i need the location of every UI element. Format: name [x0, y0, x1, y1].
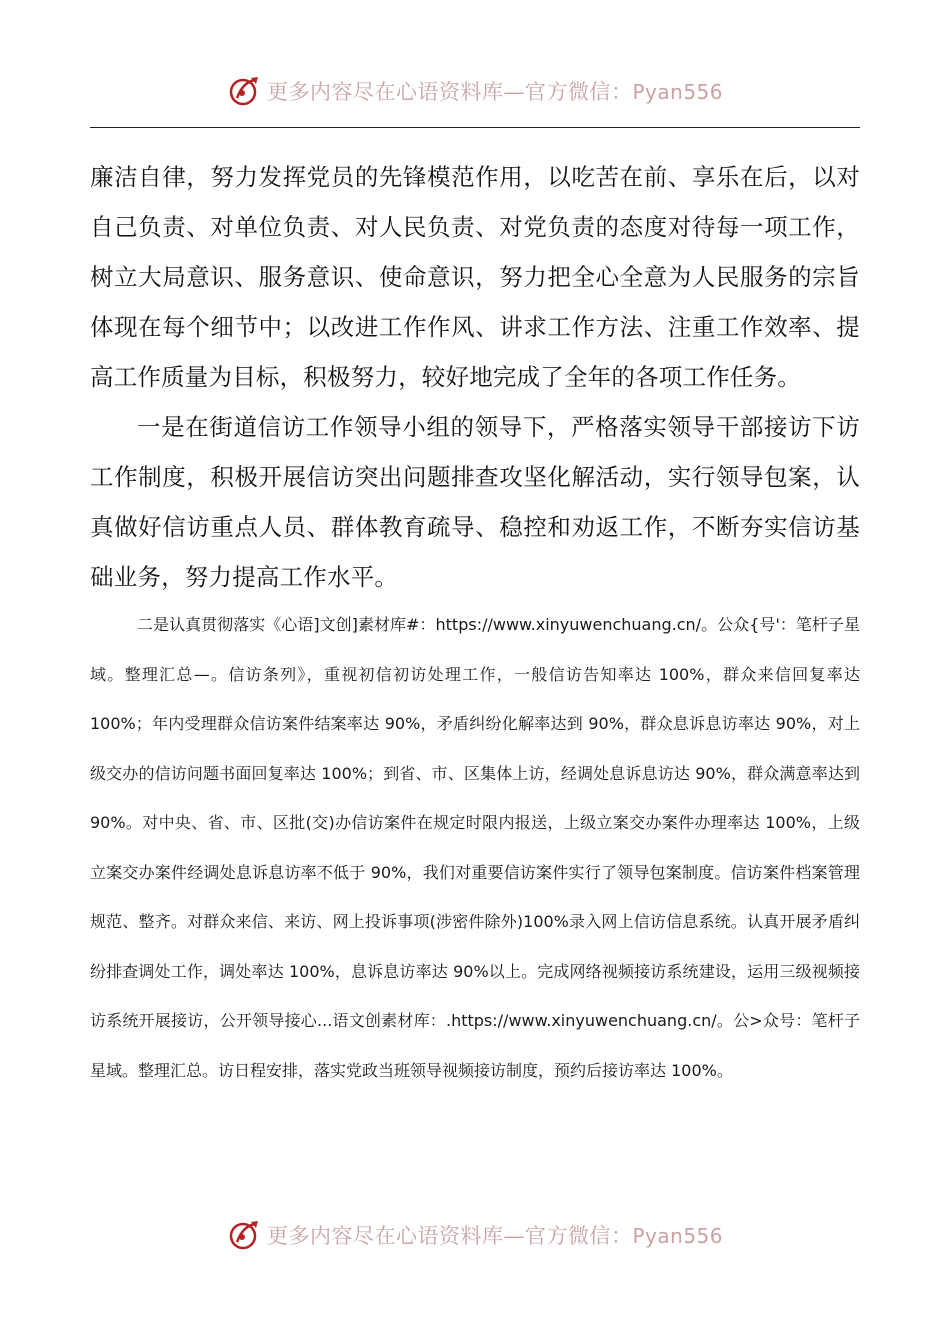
footer-banner-wechat-id: Pyan556	[632, 1224, 723, 1248]
header-banner-wechat-id: Pyan556	[632, 80, 723, 104]
header-divider	[90, 127, 860, 128]
footer-banner-main: 更多内容尽在心语资料库—官方微信：	[266, 1224, 633, 1248]
footer-banner-text	[267, 1220, 723, 1250]
paragraph-2: 一是在街道信访工作领导小组的领导下，严格落实领导干部接访下访工作制度，积极开展信访突出问题排查攻坚化解活动，实行领导包案，认真做好信访重点人员、群体教育疏导、稳控和劝返工作，不断夯实信访基础业务，努力提高工作水平。	[90, 413, 860, 591]
paragraph-1: 廉洁自律，努力发挥党员的先锋模范作用，以吃苦在前、享乐在后，以对自己负责、对单位负责、对人民负责、对党负责的态度对待每一项工作，树立大局意识、服务意识、使命意识，努力把全心全意为人民服务的宗旨体现在每个细节中；以改进工作作风、讲求工作方法、注重工作效率、提高工作质量为目标，积极努力，较好地完成了全年的各项工作任务。	[90, 163, 860, 391]
logo-icon	[227, 74, 261, 108]
main-body-large	[90, 152, 860, 602]
header-banner-main: 更多内容尽在心语资料库—官方微信：	[266, 80, 633, 104]
footer-banner	[0, 1218, 950, 1252]
header-banner	[0, 74, 950, 108]
paragraph-3: 二是认真贯彻落实《心语]文创]素材库#：https://www.xinyuwenchuang.cn/。公众{号'：笔杆子星域。整理汇总—。信访条列》，重视初信初访处理工作，一般信访告知率达 100%，群众来信回复率达 100%；年内受理群众信访案件结案率达 90%，矛盾纠纷化解率达到 90%，群众息诉息访率达 90%，对上级交办的信访问题书面回复率达 100%；到省、市、区集体上访，经调处息诉息访达 90%，群众满意率达到 90%。对中央、省、市、区批(交)办信访案件在规定时限内报送，上级立案交办案件办理率达 100%，上级立案交办案件经调处息诉息访率不低于 90%，我们对重要信访案件实行了领导包案制度。信访案件档案管理规范、整齐。对群众来信、来访、网上投诉事项(涉密件除外)100%录入网上信访信息系统。认真开展矛盾纠纷排查调处工作，调处率达 100%，息诉息访率达 90%以上。完成网络视频接访系统建设，运用三级视频接访系统开展接访，公开领导接心...语文创素材库：.https://www.xinyuwenchuang.cn/。公>众号：笔杆子星域。整理汇总。访日程安排，落实党政当班领导视频接访制度，预约后接访率达 100%。	[90, 615, 860, 1080]
logo-icon	[227, 1218, 261, 1252]
header-banner-text	[267, 76, 723, 106]
